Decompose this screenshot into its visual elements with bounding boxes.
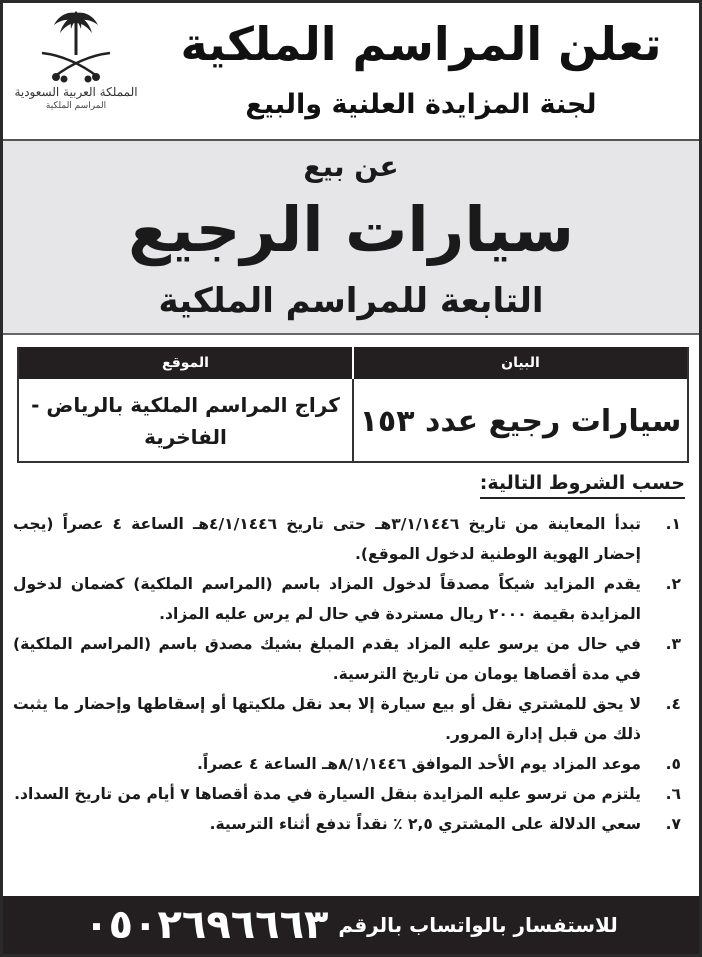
condition-text: يقدم المزايد شيكاً مصدقاً لدخول المزاد باسم (المراسم الملكية) كضمان لدخول المزايدة بقيمة ٢٠٠٠ ريال مستردة في حال لم يرس عليه المزاد.: [13, 575, 641, 623]
logo-kingdom-text: المملكة العربية السعودية: [14, 85, 138, 99]
condition-text: يلتزم من ترسو عليه المزايدة بنقل السيارة في مدة أقصاها ٧ أيام من تاريخ السداد.: [14, 785, 641, 803]
column-header-description: البيان: [352, 347, 687, 379]
header: [3, 3, 699, 141]
condition-item: [13, 809, 685, 839]
condition-number: ٦.: [665, 785, 681, 803]
condition-number: ٣.: [665, 635, 681, 653]
condition-text: تبدأ المعاينة من تاريخ ٣/١/١٤٤٦هـ حتى تاريخ ٤/١/١٤٤٦هـ الساعة ٤ عصراً (يجب إحضار الهوية الوطنية لدخول الموقع).: [13, 515, 641, 563]
cell-location: كراج المراسم الملكية بالرياض - الفاخرية: [31, 393, 340, 449]
conditions-title: حسب الشروط التالية:: [480, 469, 685, 499]
condition-item: [13, 689, 685, 749]
contact-label: للاستفسار بالواتساب بالرقم: [338, 913, 618, 937]
condition-item: [13, 749, 685, 779]
headline-band: [3, 141, 699, 335]
logo-department-text: المراسم الملكية: [45, 101, 107, 111]
table-row: [19, 379, 687, 463]
condition-number: ٥.: [665, 755, 681, 773]
about-label: عن بيع: [303, 150, 399, 183]
condition-text: موعد المزاد يوم الأحد الموافق ٨/١/١٤٤٦هـ الساعة ٤ عصراً.: [196, 755, 641, 773]
headline: سيارات الرجيع: [128, 193, 574, 266]
conditions-list: [13, 509, 685, 839]
cell-description: سيارات رجيع عدد ١٥٣: [352, 379, 687, 463]
condition-number: ٤.: [665, 695, 681, 713]
condition-item: [13, 779, 685, 809]
logo: [11, 7, 141, 139]
page-subtitle: لجنة المزايدة العلنية والبيع: [245, 89, 597, 120]
contact-footer: [3, 896, 699, 954]
page-title: تعلن المراسم الملكية: [180, 17, 662, 71]
condition-text: لا يحق للمشتري نقل أو بيع سيارة إلا بعد نقل ملكيتها أو إسقاطها وإحضار ما يثبت ذلك من قبل إدارة المرور.: [13, 695, 641, 743]
condition-item: [13, 569, 685, 629]
column-header-location: الموقع: [162, 355, 209, 371]
condition-item: [13, 509, 685, 569]
condition-text: سعي الدلالة على المشتري ٢,٥ ٪ نقداً تدفع أثناء الترسية.: [209, 815, 641, 833]
whatsapp-phone-number[interactable]: ٠٥٠٢٦٩٦٦٦٣: [84, 902, 329, 948]
condition-number: ٢.: [665, 575, 681, 593]
condition-number: ٧.: [665, 815, 681, 833]
condition-number: ١.: [665, 515, 681, 533]
condition-item: [13, 629, 685, 689]
affiliation: التابعة للمراسم الملكية: [158, 281, 544, 321]
table-header: [19, 347, 687, 379]
condition-text: في حال من يرسو عليه المزاد يقدم المبلغ بشيك مصدق باسم (المراسم الملكية) في مدة أقصاها يومان من تاريخ الترسية.: [13, 635, 641, 683]
saudi-emblem-icon: [11, 7, 141, 83]
items-table: [17, 347, 689, 463]
